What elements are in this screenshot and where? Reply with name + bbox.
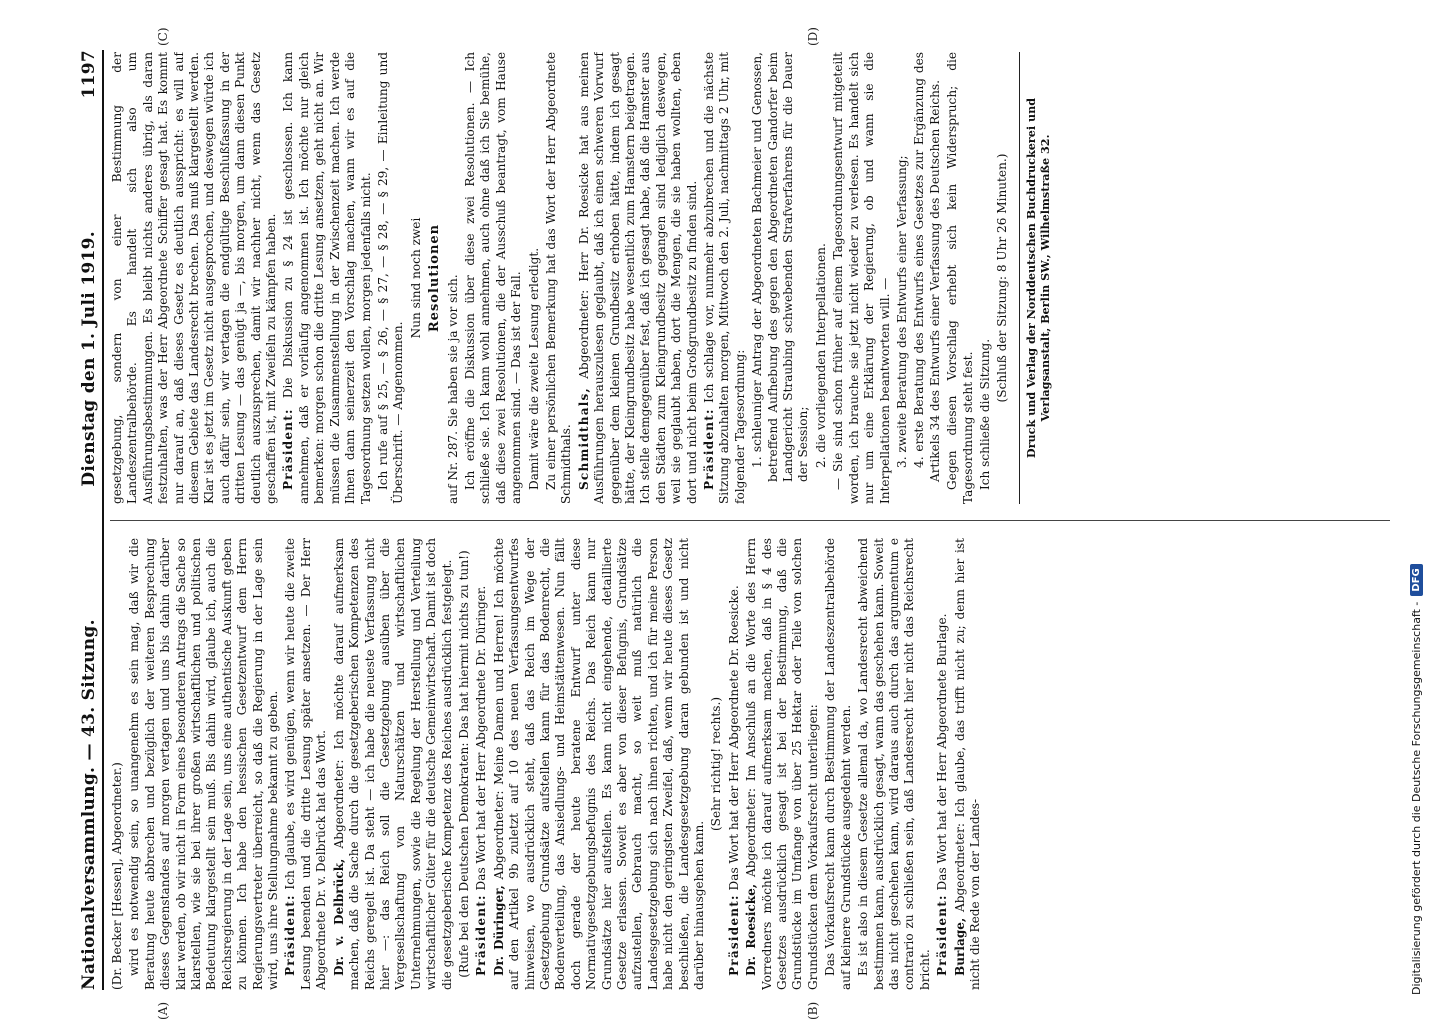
paragraph	[702, 52, 748, 504]
agenda-item: 3. zweite Beratung des Entwurfs einer Verfassung;	[894, 155, 909, 468]
rotated-document-page	[76, 27, 1396, 1020]
speaker-continuation: (Dr. Becker [Hessen], Abgeordneter.)	[110, 762, 124, 990]
header-left: Nationalversammlung. — 43. Sitzung.	[79, 619, 99, 990]
paragraph	[577, 52, 700, 504]
paragraph: Gegen diesen Vorschlag erhebt sich kein Widerspruch; die Tagesordnung steht fest.	[945, 52, 975, 504]
speech-text: Abgeordneter: Ich möchte darauf aufmerksam machen, daß die Sache durch die gesetzgeberischen Kompetenzen des Reichs geregelt ist. Da steht — ich habe die neueste Verfassung nicht hier —: das Reich soll die Gesetzgebung ausüben über die Vergesellschaftung von Naturschätzen und wirtschaftlichen Unternehmungen, sowie die Regelung der Herstellung und Verteilung wirtschaftlicher Güter für die deutsche Gemeinwirtschaft. Damit ist doch die gesetzgeberische Kompetenz des Reiches ausdrücklich festgelegt.	[331, 538, 454, 990]
speech-text: Das Wort hat der Herr Abgeordnete Dr. Düringer.	[474, 585, 489, 891]
paragraph	[727, 538, 742, 990]
page-header	[76, 50, 104, 990]
paragraph: Nun sind noch zwei	[408, 217, 423, 339]
paragraph	[332, 538, 455, 990]
agenda-item: 2. die vorliegenden Interpellationen.	[813, 243, 828, 468]
speech-text: Das Wort hat der Herr Abgeordnete Burlage.	[935, 613, 950, 891]
paragraph	[474, 538, 489, 990]
speech-text: Die Diskussion zu § 24 ist geschlossen. Ich kann annehmen, daß er vorläufig angenommen ist. Ich möchte nur gleich bemerken: morgen schon die dritte Lesung ansetzen, geht nicht an. Wir müssen die Zusammenstellung in der Zwischenzeit machen. Ich werde Ihnen dann seinerzeit den Vorschlag machen, wann wir es auf die Tagesordnung setzen wollen, morgen jedenfalls nicht.	[281, 52, 373, 504]
paragraph: Damit wäre die zweite Lesung erledigt.	[526, 247, 541, 490]
speaker-label: Präsident:	[474, 894, 489, 976]
speaker-label: Präsident:	[702, 408, 717, 490]
digitization-credit-text	[1410, 5, 1423, 995]
paragraph: Ich eröffne die Diskussion über diese zwei Resolutionen. — Ich schließe sie. Ich kann wohl annehmen, auch ohne daß ich Sie bemühe, daß diese zwei Resolutionen, die der Ausschuß beantragt, vom Hause angenommen sind. — Das ist der Fall.	[462, 52, 524, 504]
speech-text: Ich schlage vor, nunmehr abzubrechen und die nächste Sitzung abzuhalten morgen, Mittwoch den 2. Juli, nachmittags 2 Uhr, mit folgender Tagesordnung:	[702, 52, 747, 504]
printer-imprint: Druck und Verlag der Norddeutschen Buchdruckerei und Verlagsanstalt, Berlin SW., Wilhelmstraße 32.	[1023, 97, 1052, 459]
speaker-label: Präsident:	[935, 894, 950, 976]
speech-text: Abgeordneter: Meine Damen und Herren! Ich möchte auf den Artikel 9b zuletzt auf 10 des neuen Verfassungsentwurfes hinweisen, wo ausdrücklich steht, daß das Reich im Wege der Gesetzgebung Grundsätze aufstellen kann für das Bodenrecht, die Bodenverteilung, das Ansiedlungs- und Heimstättenwesen. Nun fällt doch gerade der heute beratene Entwurf unter diese Normativgesetzgebungsbefugnis des Reichs. Das Reich kann nur Grundsätze hier aufstellen. Es kann nicht eingehende, detaillierte Gesetze erlassen. Soweit es aber von dieser Befugnis, Grundsätze aufzustellen, Gebrauch macht, so weit muß natürlich die Landesgesetzgebung sich nach ihnen richten, und ich für meine Person habe nicht den geringsten Zweifel, daß, wenn wir heute dieses Gesetz beschließen, die Landesgesetzgebung daran gebunden ist und nicht darüber hinausgehen kann.	[491, 538, 707, 990]
quoted-paragraph: Das Vorkaufsrecht kann durch Bestimmung der Landeszentralbehörde auf kleinere Grundstücke ausgedehnt werden.	[823, 538, 853, 990]
speaker-name: Dr. Düringer,	[491, 885, 506, 976]
margin-letter-a: (A)	[156, 1001, 170, 1020]
speech-text: Abgeordneter: Ich glaube, das trifft nicht zu; denn hier ist nicht die Rede von der Landes-	[952, 538, 982, 990]
speech-text: Abgeordneter: Herr Dr. Roesicke hat aus meinen Ausführungen herauszulesen geglaubt, daß ich einen schweren Vorwurf gegenüber dem kleinen Grundbesitz erhoben hätte, indem ich gesagt hätte, der Kleingrundbesitz habe wesentlich zum Hamstern beigetragen. Ich stelle demgegenüber fest, daß ich gesagt habe, daß die Hamster aus den Städten zum Kleingrundbesitz gegangen sind lediglich deswegen, weil sie geglaubt haben, dort die Mengen, die sie haben wollten, eben dort und nicht beim Großgrundbesitz zu finden sind.	[576, 52, 699, 504]
reaction: (Rufe bei den Deutschen Demokraten: Das hat hiermit nichts zu tun!)	[456, 550, 471, 978]
paragraph: Ich rufe auf § 25, — § 26, — § 27, — § 28, — § 29, — Einleitung und Überschrift. — Angenommen.	[375, 52, 406, 504]
margin-letter-c: (C)	[156, 27, 170, 46]
paragraph: auf Nr. 287. Sie haben sie ja vor sich.	[445, 274, 460, 504]
paragraph: Es ist also in diesem Gesetze allemal da, wo Landesrecht abweichend bestimmen kann, ausdrücklich gesagt, wann das geschehen kann. Soweit das nicht geschehen kann, wird daraus auch durch das argumentum e contrario zu schließen sein, daß Landesrecht hier nicht das Reichsrecht bricht.	[856, 538, 932, 990]
right-column	[110, 52, 1390, 504]
digitization-credit	[1408, 0, 1430, 1000]
speech-text: Das Wort hat der Herr Abgeordnete Dr. Roesicke.	[726, 585, 741, 891]
paragraph	[935, 538, 950, 990]
paragraph: Zu einer persönlichen Bemerkung hat das Wort der Herr Abgeordnete Schmidthals.	[543, 52, 574, 504]
speaker-name: Schmidthals,	[576, 387, 591, 490]
speaker-name: Burlage,	[952, 917, 967, 976]
session-end: (Schluß der Sitzung: 8 Uhr 26 Minuten.)	[995, 153, 1010, 403]
reaction: (Sehr richtig! rechts.)	[709, 696, 724, 832]
speaker-name: Dr. v. Delbrück,	[331, 858, 346, 976]
paragraph: — Sie sind schon früher auf einem Tagesordnungsentwurf mitgeteilt worden, ich brauche sie jetzt nicht wieder zu verlesen. Es handelt sich nur um eine Erklärung der Regierung, ob und wann sie die Interpellationen beantworten will. —	[831, 52, 892, 504]
paragraph	[283, 538, 329, 990]
left-column	[110, 538, 1390, 990]
text-columns	[110, 27, 1390, 1020]
speech-text: Ich glaube, es wird genügen, wenn wir heute die zweite Lesung beenden und die dritte Lesung später ansetzen. — Der Herr Abgeordnete Dr. v. Delbrück hat das Wort.	[283, 538, 329, 990]
speech-text: Abgeordneter: Im Anschluß an die Worte des Herrn Vorredners möchte ich darauf aufmerksam machen, daß in § 4 des Gesetzes ausdrücklich gesagt ist bei der Bestimmung, daß die Grundstücke im Umfange von über 25 Hektar oder Teile von solchen Grundstücken dem Vorkaufsrecht unterliegen:	[744, 538, 820, 990]
speaker-label: Präsident:	[283, 894, 298, 976]
column-divider	[110, 520, 1390, 521]
paragraph	[281, 52, 373, 504]
paragraph: Ich schließe die Sitzung.	[977, 338, 992, 490]
margin-letter-b: (B)	[806, 1001, 820, 1020]
agenda-item: 1. schleuniger Antrag der Abgeordneten Bachmeier und Genossen, betreffend Aufhebung des gegen den Abgeordneten Gandorfer beim Landgericht Straubing schwebenden Strafverfahrens für die Dauer der Session;	[750, 52, 811, 482]
paragraph	[492, 538, 708, 990]
paragraph: wird es notwendig sein, so unangenehm es sein mag, daß wir die Beratung heute abbrechen und bezüglich der weiteren Besprechung dieses Gegenstandes auf morgen vertagen und uns bis dahin darüber klar werden, ob wir nicht in Form eines besonderen Antrags die Sache so klarstellen, wie sie bei ihrer großen wirtschaftlichen und politischen Bedeutung klargestellt sein muß. Bis dahin wird, glaube ich, auch die Reichsregierung in der Lage sein, uns eine authentische Auskunft geben zu können. Ich habe den hessischen Gesetzentwurf dem Herrn Regierungsvertreter überreicht, so daß die Regierung in der Lage sein wird, uns ihre Stellungnahme bekannt zu geben.	[127, 538, 281, 990]
agenda-item: 4. erste Beratung des Entwurfs eines Gesetzes zur Ergänzung des Artikels 34 des Entwurfs einer Verfassung des Deutschen Reichs.	[912, 52, 942, 482]
speaker-label: Präsident:	[726, 894, 741, 976]
dfg-logo: DFG	[1410, 564, 1423, 595]
speaker-name: Dr. Roesicke,	[744, 883, 759, 976]
credit-text: Digitalisierung gefördert durch die Deutsche Forschungsgemeinschaft -	[1410, 601, 1423, 995]
paragraph	[744, 538, 821, 990]
paragraph: gesetzgebung, sondern von einer Bestimmung der Landeszentralbehörde. Es handelt sich also um Ausführungsbestimmungen. Es bleibt nichts anderes übrig, als daran festzuhalten, was der Herr Abgeordnete Schiffer gesagt hat. Es kommt nur darauf an, daß dieses Gesetz es deutlich ausspricht: es will auf diesem Gebiete das Landesrecht brechen. Das muß klargestellt werden. Klar ist es jetzt im Gesetz nicht ausgesprochen, und deswegen würde ich auch dafür sein, wir vertagen die endgültige Beschlußfassung in der dritten Lesung — das genügt ja —, bis morgen, um dann diesen Punkt deutlich auszusprechen, damit wir nachher nicht, wenn das Gesetz geschaffen ist, mit Zweifeln zu kämpfen haben.	[110, 52, 279, 504]
paragraph	[953, 538, 984, 990]
speaker-label: Präsident:	[281, 408, 296, 490]
page-number: 1197	[79, 50, 99, 99]
imprint-divider	[1019, 52, 1020, 504]
section-heading: Resolutionen	[427, 223, 443, 333]
header-center: Dienstag den 1. Juli 1919.	[79, 231, 99, 487]
margin-letter-d: (D)	[806, 27, 820, 46]
